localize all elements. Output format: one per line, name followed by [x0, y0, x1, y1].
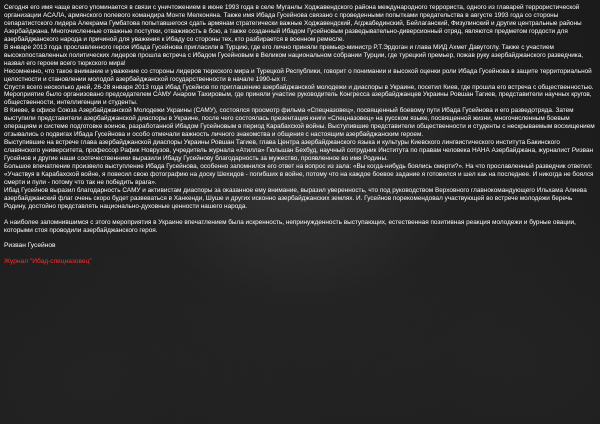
paragraph-9: А наиболее запомнившимся с этого мероприятия в Украине впечатлением была искренность, непринужденность выступающих, естественная позитивная реакция молодежи и бурные овации, которыми стоя проводили азербайджанского героя.	[4, 218, 576, 234]
paragraph-5: В Киеве, в офисе Союза Азербайджанской Молодежи Украины (САМУ), состоялся просмотр фильма «Спецназовец», посвященный боевому пути Ибада Гусейнова и его разведотряда. Затем выступили представители азербайджанской диаспоры в Украине, после чего состоялась презентация книги «Спецназовец» на русском языке, посвященной жизни, многочисленным боевым операциям и системе подготовке воинов, разработанной Ибадом Гусейновым в период Карабахской войны. Выступившие представители общественности и студенты с нескрываемым восхищением отзывались о подвигах Ибада Гусейнова и особо отмечали важность личного знакомства и общения с настоящим азербайджанским героем.	[4, 107, 595, 139]
spacer	[4, 235, 596, 243]
paragraph-2: В январе 2013 года прославленного героя Ибада Гусейнова пригласили в Турцию, где его лично приняли премьер-министр Р.Т.Эрдоган и глава МИД Ахмет Давутоглу. Также с участием высокопоставленных политических лидеров прошла встреча с Ибадом Гусейновым в Великом национальном собрании Турции, где турецкий премьер, пожав руку азербайджанского разведчика, назвал его героем всего тюркского мира!	[4, 43, 584, 67]
paragraph-7: Большое впечатление произвело выступление Ибада Гусейнова, особенно запомнился его ответ на вопрос из зала: «Вы когда-нибудь боялись смерти?». На что прославленный разведчик ответил: «Участвуя в Карабахской войне, я повесил свою фотографию на доску Шехидов - погибших в войне, потому что на каждое боевое задание я готовился и шел как на последнее. И никогда не боялся смерти и пули - потому что так не победить врага».	[4, 163, 594, 186]
spacer	[4, 250, 596, 258]
article-body	[4, 4, 596, 420]
paragraph-8: Ибад Гусейнов выразил благодарность САМУ и активистам диаспоры за оказанное ему внимание, выразил уверенность, что под руководством Верховного главнокомандующего Ильхама Алиева азербайджанский флаг очень скоро будет развеваться в Ханкенди, Шуше и других исконно азербайджанских землях. И. Гусейнов порекомендовал участвующей во встрече молодежи беречь Родину, достойно представлять национально-духовные ценности нашего народа.	[4, 186, 587, 210]
spacer	[4, 211, 596, 219]
paragraph-1: Сегодня его имя чаще всего упоминается в связи с уничтожением в июне 1993 года в селе Муганлы Ходжавендского района международного террориста, одного из главарей террористической организации АСАЛА, армянского полевого командира Монте Мелконяна. Также имя Ибада Гусейнова связано с проведенными попытками предательства в августе 1993 года со стороны сепаратистского лидера Алекрама Гумбатова попытавшегося сдать армянам стратегически важные Ходжавендский, Агджабединский, Бейлаганский, Физулинский и другие центральные районы Азербайджана. Многочисленные отважные поступки, отваживость в бою, а также созданный Ибадом Гусейновым разведывательно-диверсионный отряд, являются предметом гордости для азербайджанского народа и причиной для уважения к Ибаду со стороны тех, кто разбирается в военном ремесле.	[4, 4, 582, 43]
paragraph-6: Выступившие на встрече глава азербайджанской диаспоры Украины Ровшан Тагиев, глава Центра азербайджанского языка и культуры Киевского лингвистического института Бакинского славянского университета, профессор Рафик Новрузов, учредитель журнала «Атилла» Гюльшан Бехбуд, научный сотрудник Института по правам человека НАНА Азербайджана, журналист Ризван Гусейнов и другие наши соотечественники выразили Ибаду Гусейнову благодарность за мужество, проявленное во имя Родины.	[4, 139, 594, 163]
journal-credit: Журнал "Ибад-спецназовец"	[4, 258, 92, 266]
paragraph-4: Спустя всего несколько дней, 26-28 января 2013 года Ибад Гусейнов по приглашению азербайджанской молодежи и диаспоры в Украине, посетил Киев, где прошла его встреча с общественностью. Мероприятие было организовано председателем САМУ Анаром Тахировым, где приняли участие руководитель Конгресса азербайджанцев Украины Ровшан Тагиев, представители научных кругов, общественности, интеллигенции и студенты.	[4, 83, 594, 107]
paragraph-3: Несомненно, что такое внимание и уважение со стороны лидеров тюркского мира и Турецкой Республики, говорит о понимании и высокой оценки роли Ибада Гусейнова в защите территориальной целостности и становлении молодой азербайджанской государственности в начале 1990-ых гг.	[4, 67, 592, 83]
author-signature: Ризван Гусейнов	[4, 242, 56, 250]
